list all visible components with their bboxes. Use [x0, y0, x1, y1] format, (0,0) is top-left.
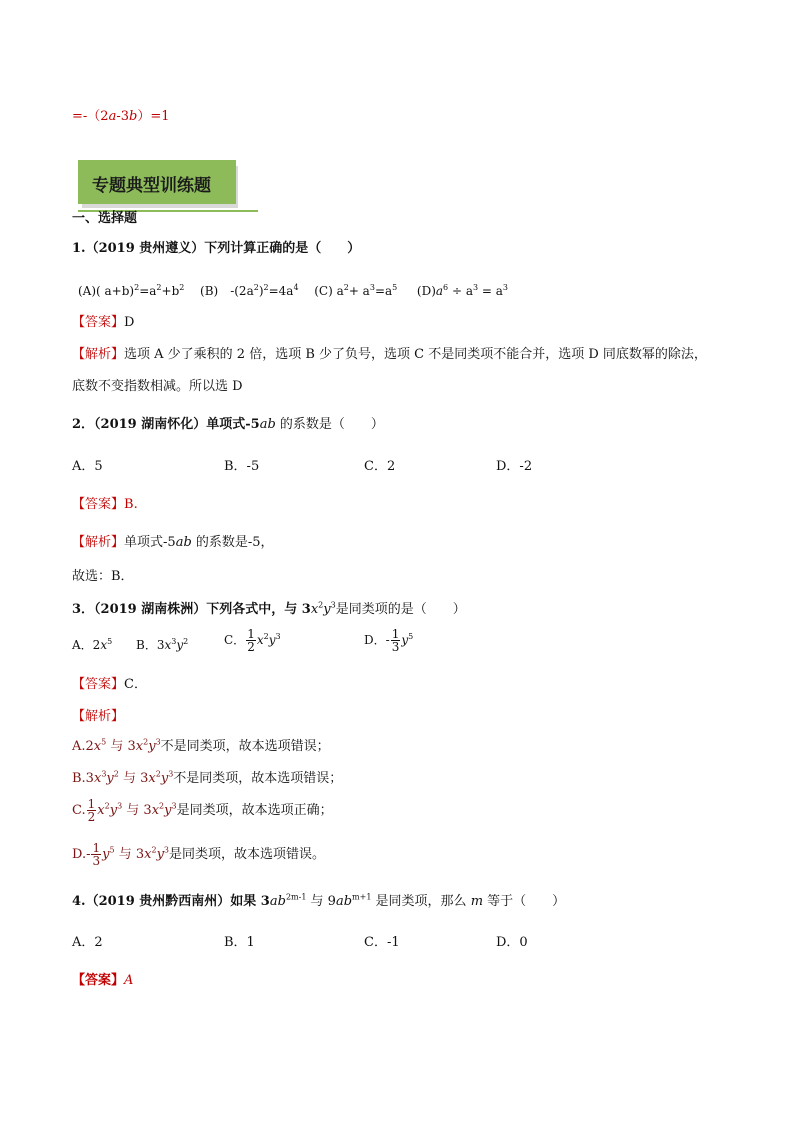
question-3-stem: 3．（2019 湖南株洲）下列各式中，与 $3x^2y^3$是同类项的是（ ） — [72, 600, 466, 617]
q3-analysis-b: $B.3x^3y^2$ 与 $3x^2y^3$不是同类项，故本选项错误； — [72, 769, 343, 786]
banner-title: 专题典型训练题 — [78, 160, 236, 204]
q2-option-a: A．5 — [72, 459, 103, 474]
q2-analysis: 【解析】单项式-5ab 的系数是-5， — [72, 535, 274, 550]
q4-option-c: C．-1 — [364, 935, 400, 950]
q1-analysis-line1: 【解析】选项 A 少了乘积的 2 倍，选项 B 少了负号，选项 C 不是同类项不能合并，选项 D 同底数幂的除法， — [72, 347, 707, 362]
q1-option-c: (C) $a^2+ a^3=a^5$ — [314, 283, 398, 298]
section-heading: 一、选择题 — [72, 211, 138, 226]
q1-option-d: $(D)a^6 \div a^3 = a^3$ — [416, 283, 509, 298]
question-2-stem: 2．（2019 湖南怀化）单项式-5ab 的系数是（ ） — [72, 417, 384, 432]
q3-option-a: A．$2x^5$ — [72, 637, 113, 652]
q3-option-b: B．$3x^3y^2$ — [136, 637, 189, 652]
q3-answer: 【答案】C． — [72, 677, 147, 692]
q4-answer: 【答案】A — [72, 973, 134, 988]
q1-option-b: (B) $-(2a^2)^2=4a^4$ — [200, 283, 299, 298]
q3-analysis-c: C. $\frac{1}{2}$ $x^2y^3$ 与 $3x^2y^3$是同类项，故本选项正确； — [72, 797, 333, 824]
question-4-stem: 4.（2019 贵州黔西南州）如果 $3ab^{2m-1}$ 与 $9ab^{m+1}$ 是同类项，那么 m 等于（ ） — [72, 892, 566, 909]
q4-option-d: D．0 — [496, 935, 528, 950]
topic-banner — [78, 160, 238, 208]
q4-option-b: B．1 — [224, 935, 255, 950]
q3-option-d: D．- $\frac{1}{3}$ $y^5$ — [364, 627, 414, 654]
q3-analysis-label: 【解析】 — [72, 709, 125, 724]
q2-option-d: D．-2 — [496, 459, 533, 474]
q1-analysis-line2: 底数不变指数相减。所以选 D — [72, 379, 243, 394]
q4-option-a: A．2 — [72, 935, 103, 950]
q3-analysis-a: $A.2x^5$ 与 $3x^2y^3$不是同类项，故本选项错误； — [72, 737, 330, 754]
top-equation: =-（2a-3b）=1 — [72, 109, 170, 124]
q2-option-c: C．2 — [364, 459, 396, 474]
q2-option-b: B．-5 — [224, 459, 260, 474]
q3-analysis-d: D.- $\frac{1}{3}$ $y^5$ 与 $3x^2y^3$是同类项，故本选项错误。 — [72, 841, 326, 868]
q1-answer: 【答案】D — [72, 315, 135, 330]
question-1-options — [78, 282, 508, 300]
q3-option-c: C． $\frac{1}{2}$ $x^2y^3$ — [224, 627, 281, 654]
q1-option-a: (A)( $a+b)^2=a^2+b^2$ — [78, 283, 185, 298]
q2-answer: 【答案】B. — [72, 497, 138, 512]
question-1-stem: 1.（2019 贵州遵义）下列计算正确的是（ ） — [72, 241, 361, 256]
q2-conclusion: 故选：B． — [72, 569, 134, 584]
